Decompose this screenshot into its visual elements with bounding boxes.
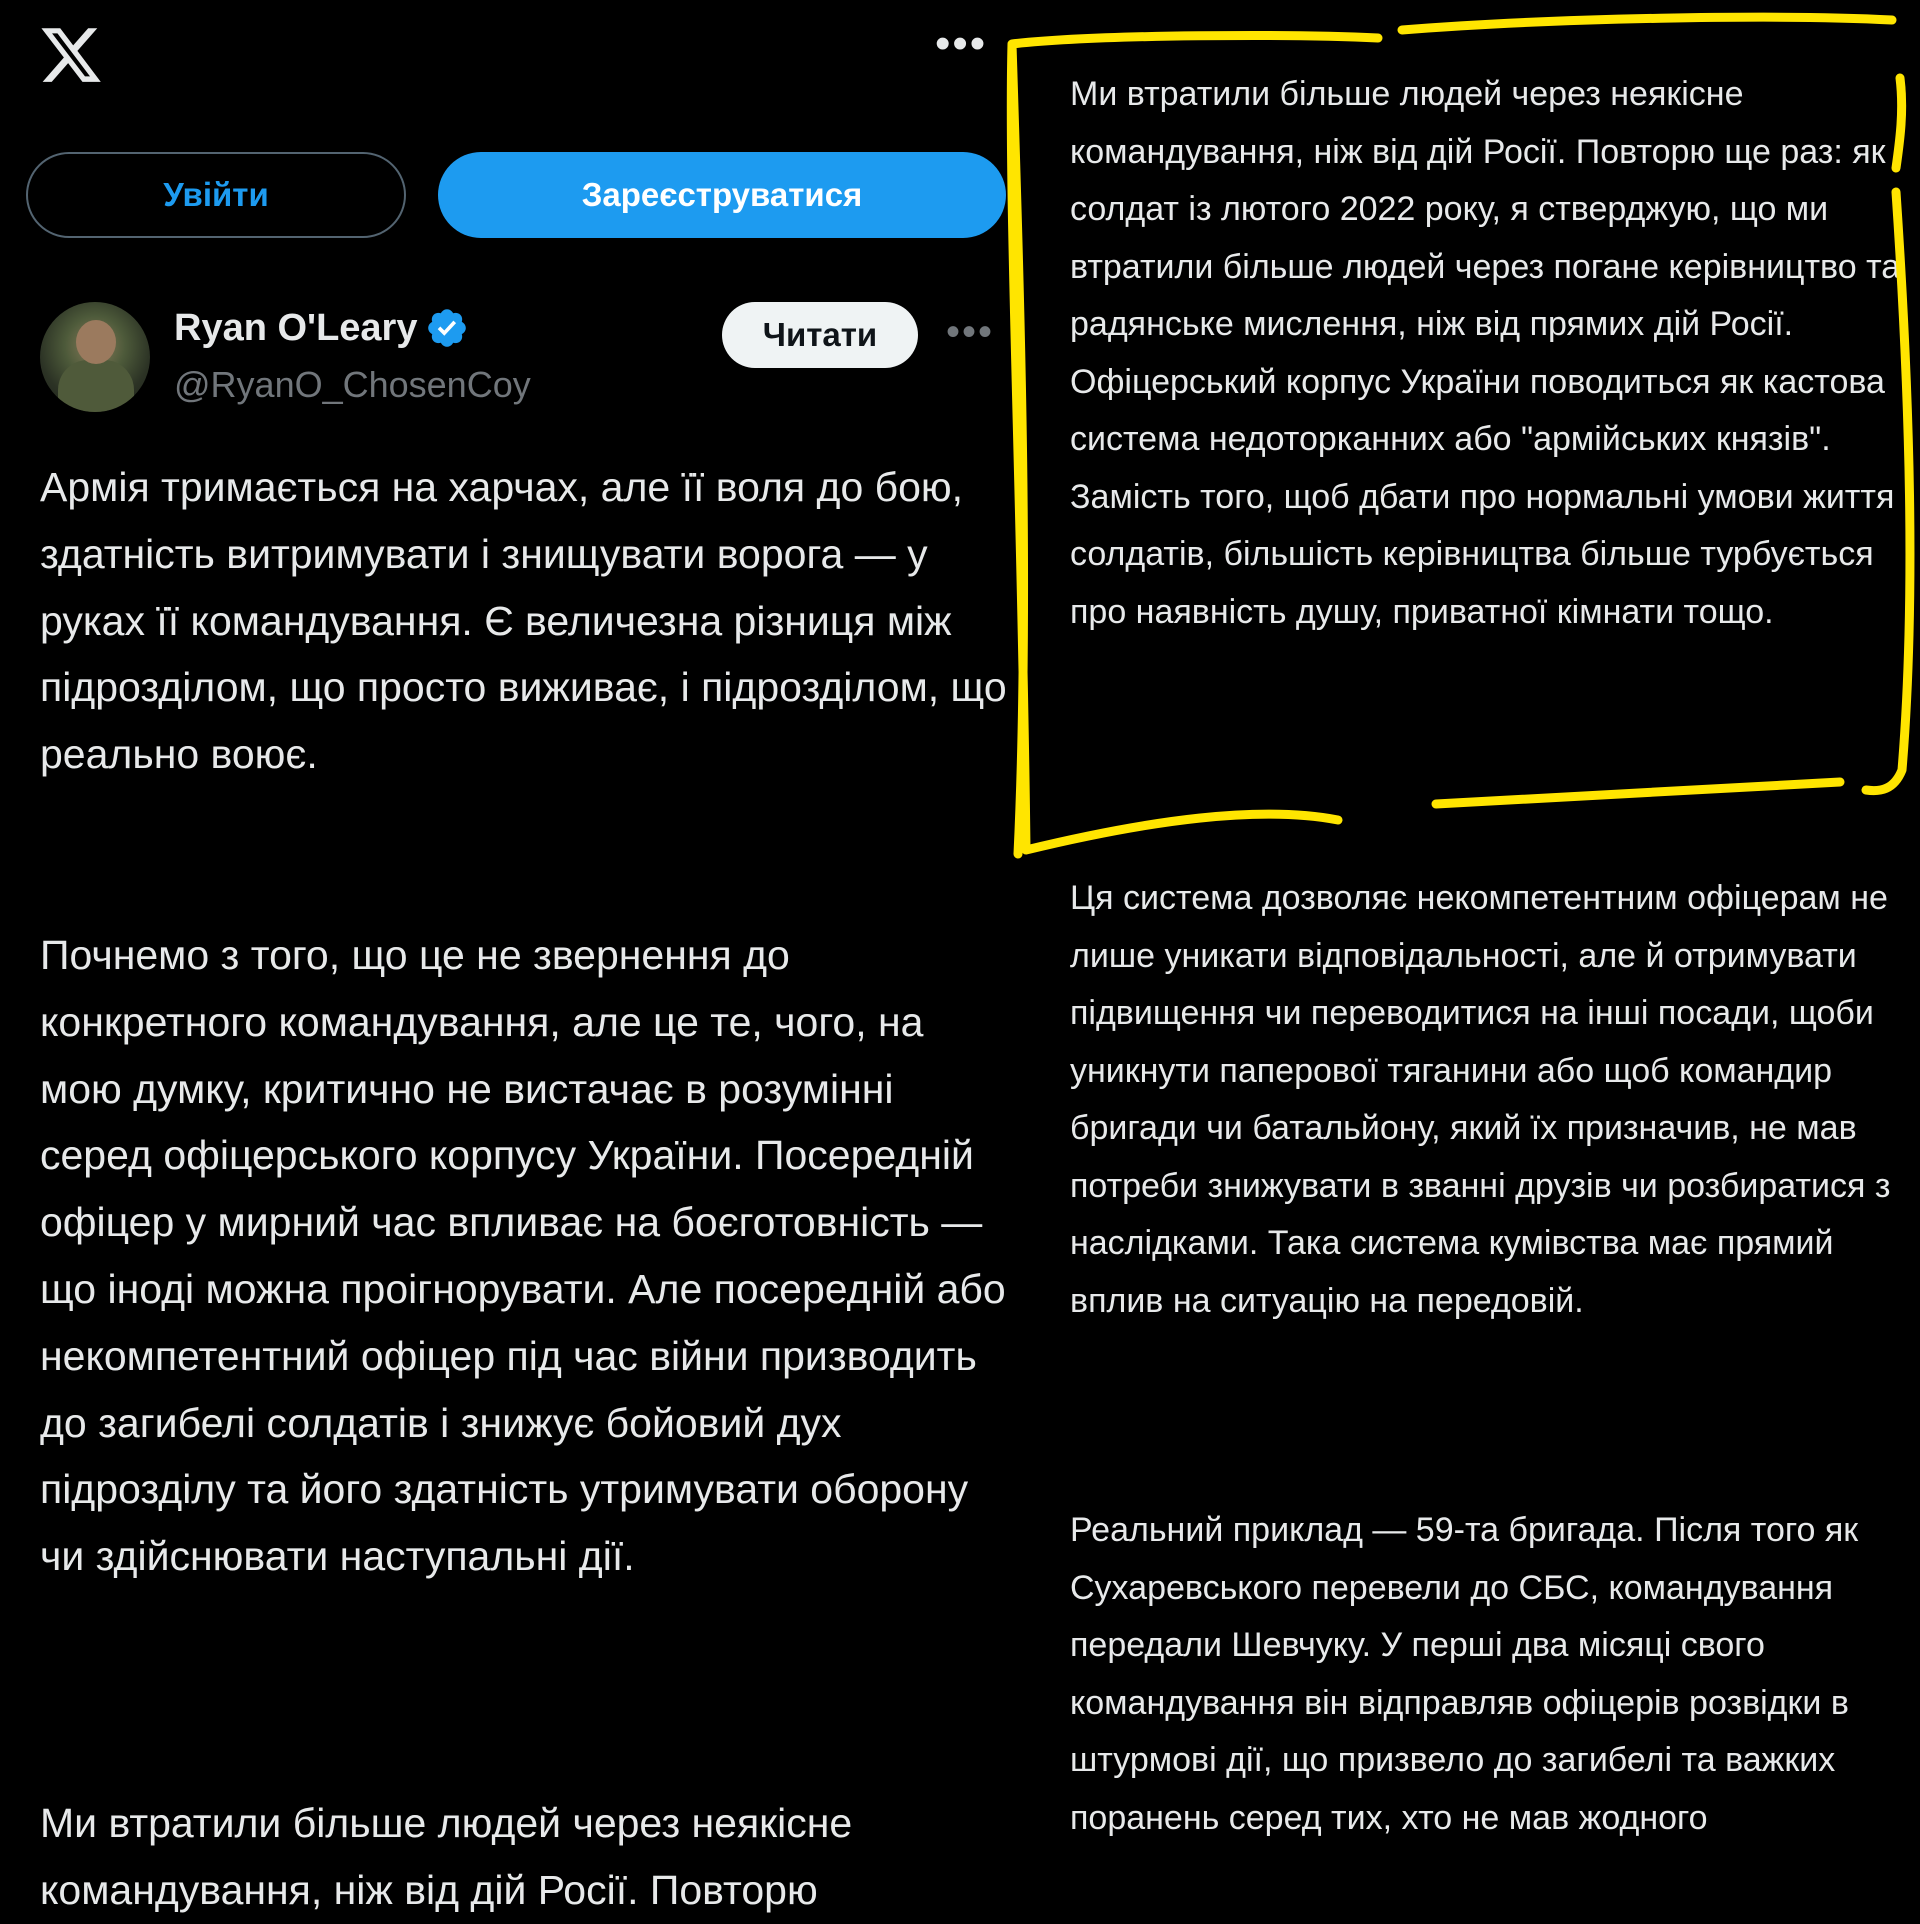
- continuation-panel: [1030, 0, 1920, 1920]
- post-paragraph-1: Армія тримається на харчах, але її воля до бою, здатність витримувати і знищувати ворога — у руках її командування. Є величезна різниця між підрозділом, що просто виживає, і підрозділом, що реально воює.: [40, 464, 1007, 778]
- verified-badge-icon: [425, 306, 469, 350]
- author-name[interactable]: Ryan O'Leary: [174, 306, 418, 349]
- avatar-head-shape: [76, 320, 116, 364]
- continuation-paragraph-3: Реальний приклад — 59-та бригада. Після того як Сухаревського перевели до СБС, командування передали Шевчуку. У перші два місяці свого командування він відправляв офіцерів розвідки в штурмові дії, що призвело до загибелі та важких поранень серед тих, хто не мав жодного: [1070, 1511, 1859, 1837]
- author-handle[interactable]: @RyanO_ChosenCoy: [174, 364, 531, 405]
- post-paragraph-2: Почнемо з того, що це не звернення до конкретного командування, але це те, чого, на мою думку, критично не вистачає в розумінні серед офіцерського корпусу України. Посередній офіцер у мирний час впливає на боєготовність — що іноді можна проігнорувати. Але посередній або некомпетентний офіцер під час війни призводить до загибелі солдатів і знижує бойовий дух підрозділу та його здатність утримувати оборону чи здійснювати наступальні дії.: [40, 932, 1006, 1580]
- post-paragraph-3: Ми втратили більше людей через неякісне командування, ніж від дій Росії. Повторю: [40, 1800, 853, 1913]
- signup-button[interactable]: Зареєструватися: [438, 152, 1006, 238]
- avatar[interactable]: [40, 302, 150, 412]
- login-button[interactable]: Увійти: [26, 152, 406, 238]
- x-logo-icon[interactable]: [38, 22, 104, 88]
- more-dots-icon[interactable]: •••: [935, 19, 988, 68]
- continuation-paragraph-2: Ця система дозволяє некомпетентним офіцерам не лише уникати відповідальності, але й отримувати підвищення чи переводитися на інші посади, щоби уникнути паперової тяганини або щоб командир бригади чи батальйону, який їх призначив, не мав потреби знижувати в званні друзів чи розбиратися з наслідками. Така система кумівства має прямий вплив на ситуацію на передовій.: [1070, 879, 1891, 1320]
- post-more-icon[interactable]: •••: [946, 310, 995, 354]
- follow-button[interactable]: Читати: [722, 302, 918, 368]
- continuation-paragraph-1: Ми втратили більше людей через неякісне командування, ніж від дій Росії. Повторю ще раз: як солдат із лютого 2022 року, я стверджую, що ми втратили більше людей через погане керівництво та радянське мислення, ніж від прямих дій Росії. Офіцерський корпус України поводиться як кастова система недоторканних або "армійських князів". Замість того, щоб дбати про нормальні умови життя солдатів, більшість керівництва більше турбується про наявність душу, приватної кімнати тощо.: [1070, 75, 1901, 631]
- avatar-body-shape: [58, 360, 134, 412]
- author-row: [174, 306, 469, 350]
